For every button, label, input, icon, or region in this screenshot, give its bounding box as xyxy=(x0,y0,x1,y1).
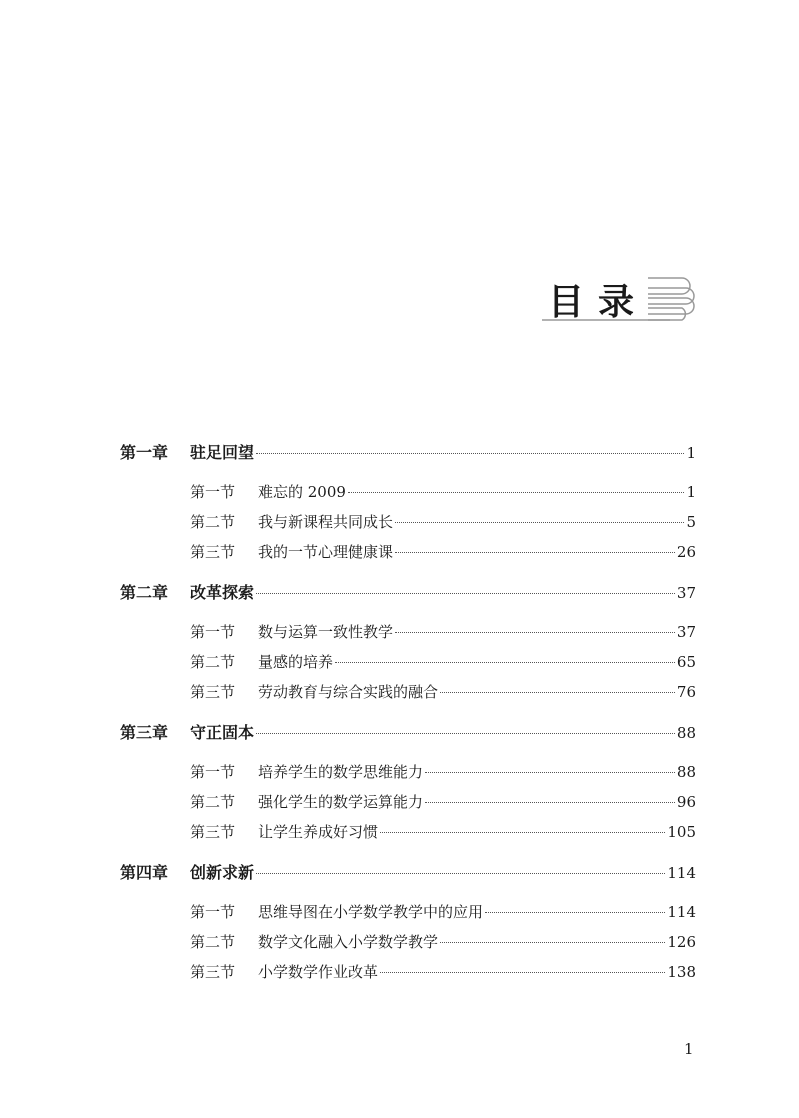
toc-section-2-3[interactable] xyxy=(190,681,696,702)
dot-leader xyxy=(395,552,675,553)
toc-section-4-3[interactable] xyxy=(190,961,696,982)
section-number: 第二节 xyxy=(190,513,236,531)
page-number: 65 xyxy=(676,653,696,671)
toc-title-block xyxy=(540,270,700,326)
page-number: 138 xyxy=(667,963,696,981)
chapter-title: 改革探索 xyxy=(190,583,255,602)
section-number: 第三节 xyxy=(190,683,236,701)
page-number: 105 xyxy=(667,823,696,841)
section-title: 强化学生的数学运算能力 xyxy=(258,793,424,811)
toc-section-3-1[interactable] xyxy=(190,761,696,782)
dot-leader xyxy=(380,972,665,973)
page-number: 37 xyxy=(676,623,696,641)
page-title: 目录 xyxy=(548,282,649,323)
chapter-number: 第三章 xyxy=(120,723,169,742)
section-number: 第三节 xyxy=(190,823,236,841)
dot-leader xyxy=(348,492,685,493)
page-number: 1 xyxy=(686,444,696,462)
toc-section-1-1[interactable] xyxy=(190,481,696,502)
section-title: 思维导图在小学数学教学中的应用 xyxy=(258,903,484,921)
section-number: 第一节 xyxy=(190,483,236,501)
section-title: 数与运算一致性教学 xyxy=(258,623,394,641)
dot-leader xyxy=(440,942,665,943)
section-title: 量感的培养 xyxy=(258,653,334,671)
page-number: 1 xyxy=(686,483,696,501)
dot-leader xyxy=(256,453,684,454)
toc-section-3-2[interactable] xyxy=(190,791,696,812)
section-number: 第一节 xyxy=(190,903,236,921)
section-number: 第二节 xyxy=(190,653,236,671)
dot-leader xyxy=(256,593,675,594)
section-title: 难忘的 2009 xyxy=(258,483,346,501)
chapter-number: 第四章 xyxy=(120,863,169,882)
section-title: 数学文化融入小学数学教学 xyxy=(258,933,439,951)
page-number: 88 xyxy=(676,724,696,742)
chapter-title: 驻足回望 xyxy=(190,443,255,462)
page-number: 26 xyxy=(676,543,696,561)
dot-leader xyxy=(256,733,675,734)
dot-leader xyxy=(395,522,684,523)
chapter-number: 第一章 xyxy=(120,443,169,462)
page-number: 114 xyxy=(667,864,696,882)
toc-section-4-1[interactable] xyxy=(190,901,696,922)
dot-leader xyxy=(425,802,675,803)
page-number: 88 xyxy=(676,763,696,781)
toc-chapter-3[interactable] xyxy=(120,720,696,743)
page-number: 126 xyxy=(667,933,696,951)
page-number: 96 xyxy=(676,793,696,811)
page-number: 5 xyxy=(686,513,696,531)
section-title: 我与新课程共同成长 xyxy=(258,513,394,531)
toc-section-4-2[interactable] xyxy=(190,931,696,952)
section-number: 第二节 xyxy=(190,933,236,951)
section-number: 第一节 xyxy=(190,763,236,781)
page-number: 114 xyxy=(667,903,696,921)
toc-section-2-2[interactable] xyxy=(190,651,696,672)
section-title: 小学数学作业改革 xyxy=(258,963,379,981)
toc-chapter-2[interactable] xyxy=(120,580,696,603)
toc-chapter-1[interactable] xyxy=(120,440,696,463)
toc-section-1-2[interactable] xyxy=(190,511,696,532)
footer-page-number: 1 xyxy=(684,1040,694,1058)
dot-leader xyxy=(380,832,665,833)
page-number: 37 xyxy=(676,584,696,602)
section-number: 第三节 xyxy=(190,543,236,561)
toc-section-2-1[interactable] xyxy=(190,621,696,642)
chapter-title: 守正固本 xyxy=(190,723,255,742)
dot-leader xyxy=(335,662,675,663)
section-title: 让学生养成好习惯 xyxy=(258,823,379,841)
section-title: 我的一节心理健康课 xyxy=(258,543,394,561)
toc-section-3-3[interactable] xyxy=(190,821,696,842)
chapter-number: 第二章 xyxy=(120,583,169,602)
section-title: 培养学生的数学思维能力 xyxy=(258,763,424,781)
dot-leader xyxy=(485,912,665,913)
toc-section-1-3[interactable] xyxy=(190,541,696,562)
page-number: 76 xyxy=(676,683,696,701)
dot-leader xyxy=(395,632,675,633)
dot-leader xyxy=(425,772,675,773)
dot-leader xyxy=(440,692,675,693)
section-number: 第二节 xyxy=(190,793,236,811)
section-number: 第一节 xyxy=(190,623,236,641)
toc-chapter-4[interactable] xyxy=(120,860,696,883)
chapter-title: 创新求新 xyxy=(190,863,255,882)
dot-leader xyxy=(256,873,665,874)
section-number: 第三节 xyxy=(190,963,236,981)
section-title: 劳动教育与综合实践的融合 xyxy=(258,683,439,701)
